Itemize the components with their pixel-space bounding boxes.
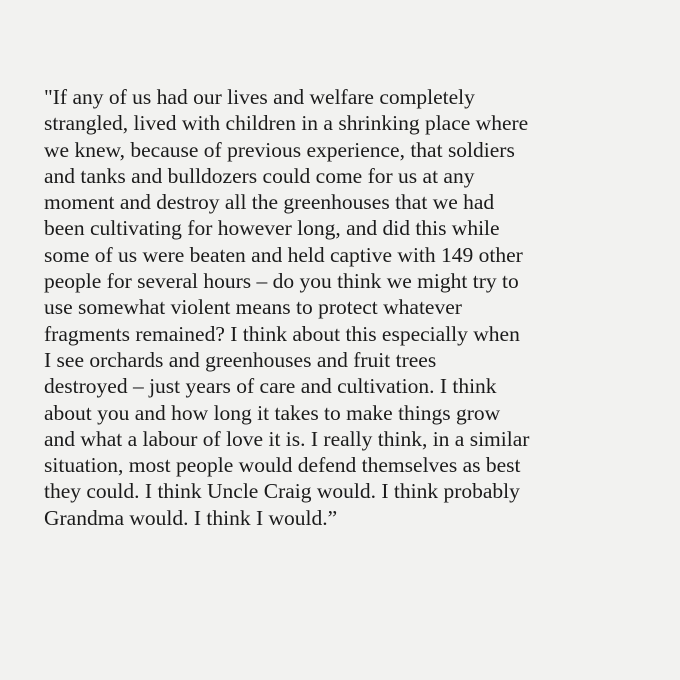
- quote-line: I see orchards and greenhouses and fruit trees: [44, 347, 437, 372]
- quote-line: use somewhat violent means to protect whatever: [44, 295, 462, 320]
- quote-line: situation, most people would defend themselves as best: [44, 453, 521, 478]
- quote-line: about you and how long it takes to make things grow: [44, 400, 501, 425]
- quote-line: moment and destroy all the greenhouses that we had: [44, 190, 495, 215]
- quote-line: some of us were beaten and held captive with 149 other: [44, 242, 523, 267]
- quote-line: been cultivating for however long, and did this while: [44, 216, 500, 241]
- quote-text-block: [44, 84, 654, 531]
- quote-line: and what a labour of love it is. I really think, in a similar: [44, 426, 530, 451]
- quote-line: fragments remained? I think about this especially when: [44, 321, 520, 346]
- quote-line: destroyed – just years of care and cultivation. I think: [44, 374, 497, 399]
- quote-line: strangled, lived with children in a shrinking place where: [44, 111, 529, 136]
- quote-line: they could. I think Uncle Craig would. I think probably: [44, 479, 520, 504]
- quote-line: "If any of us had our lives and welfare completely: [44, 85, 475, 109]
- quote-line: people for several hours – do you think we might try to: [44, 269, 519, 294]
- quote-line: we knew, because of previous experience, that soldiers: [44, 137, 515, 162]
- quote-line: and tanks and bulldozers could come for us at any: [44, 163, 475, 188]
- quote-line: Grandma would. I think I would.”: [44, 505, 338, 530]
